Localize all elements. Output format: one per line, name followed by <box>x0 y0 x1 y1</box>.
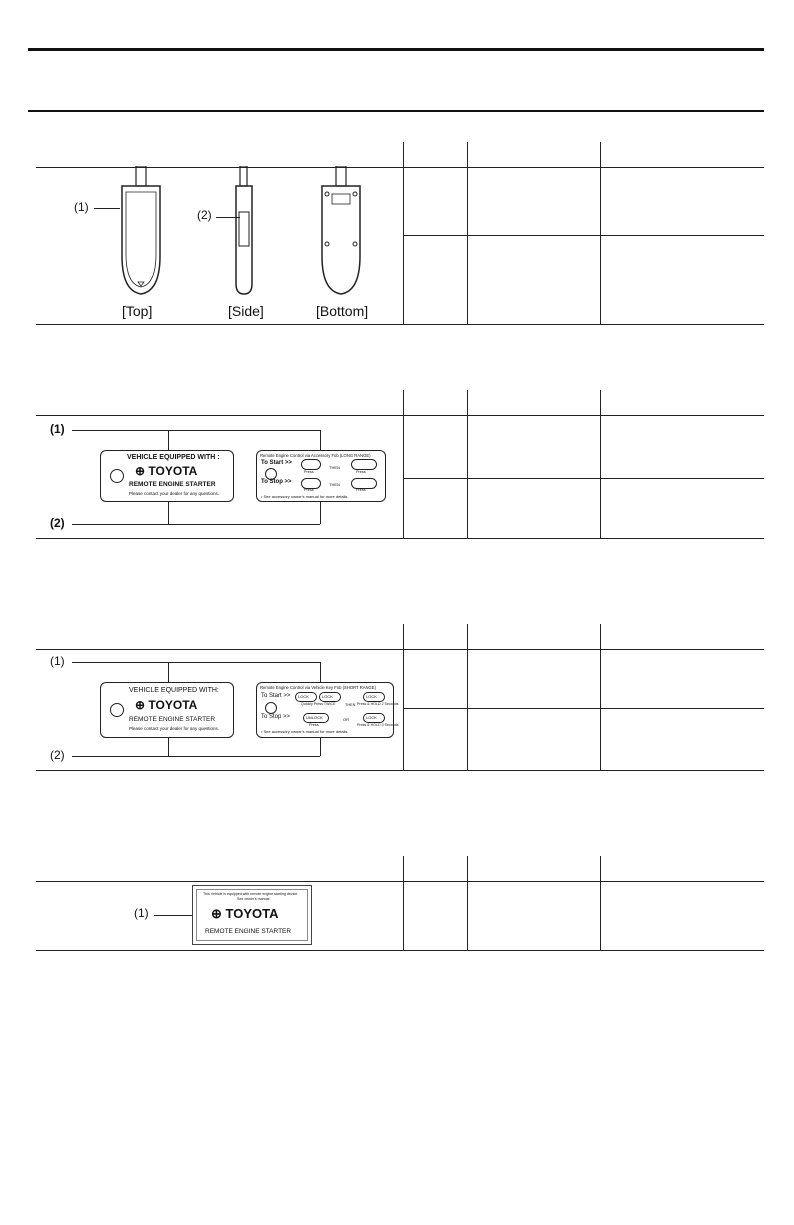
toyota-logo: ⊕ TOYOTA <box>135 698 198 712</box>
table-section-3 <box>36 624 764 772</box>
toyota-emblem-icon: ⊕ <box>135 464 146 478</box>
callout-1: (1) <box>74 200 89 214</box>
table-section-2 <box>36 390 764 540</box>
view-bottom-label: [Bottom] <box>316 303 369 319</box>
toyota-logo: ⊕ TOYOTA <box>135 464 198 478</box>
lock-button-icon: LOCK <box>363 692 385 702</box>
remote-bottom-view-icon <box>316 166 366 296</box>
starter-label-left: VEHICLE EQUIPPED WITH: ⊕ TOYOTA REMOTE ENGINE STARTER Please contact your dealer for any questions. <box>100 682 234 738</box>
toyota-emblem-icon: ⊕ <box>211 906 222 921</box>
starter-label-right: Remote Engine Control via Accessory Fob (LONG RANGE) To Start >> THEN Press Press To Stop >> THEN Press Press • See accessory owner's manual for more details. <box>256 450 386 502</box>
view-top-label: [Top] <box>122 303 153 319</box>
lock-button-icon: LOCK <box>363 713 385 723</box>
starter-label-left: VEHICLE EQUIPPED WITH : ⊕ TOYOTA REMOTE ENGINE STARTER Please contact your dealer for any questions. <box>100 450 234 502</box>
table-section-1 <box>36 142 764 326</box>
indicator-lamp-icon <box>110 469 124 483</box>
unlock-button-icon: UNLOCK <box>303 713 329 723</box>
second-rule <box>28 110 764 112</box>
remote-side-view-icon <box>232 166 256 296</box>
toyota-logo: ⊕ TOYOTA <box>211 906 279 921</box>
callout-1: (1) <box>134 906 149 920</box>
remote-top-view-icon <box>116 166 166 296</box>
view-side-label: [Side] <box>228 303 264 319</box>
callout-2: (2) <box>50 748 65 762</box>
callout-2: (2) <box>197 208 212 222</box>
toyota-window-decal: This Vehicle is equipped with remote engine starting device. See owner's manual ⊕ TOYOTA REMOTE ENGINE STARTER <box>192 885 312 945</box>
callout-1: (1) <box>50 654 65 668</box>
callout-1: (1) <box>50 422 65 436</box>
lock-button-icon: LOCK <box>319 692 341 702</box>
toyota-emblem-icon: ⊕ <box>135 698 146 712</box>
indicator-lamp-icon <box>265 702 277 714</box>
callout-2: (2) <box>50 516 65 530</box>
table-section-4 <box>36 856 764 952</box>
remote-start-button-icon <box>351 459 377 470</box>
top-rule <box>28 48 764 51</box>
lock-button-icon: LOCK <box>295 692 317 702</box>
indicator-lamp-icon <box>110 703 124 717</box>
starter-label-right: Remote Engine Control via Vehicle Key Fob (SHORT RANGE) To Start >> LOCK LOCK LOCK Quickly Press TWICE THEN Press & HOLD 2 Seconds To Stop >> UNLOCK OR LOCK Press Press & HOLD 3 Seconds • See accessory owner's manual for more details. <box>256 682 394 738</box>
engine-start-button-icon <box>301 459 321 470</box>
